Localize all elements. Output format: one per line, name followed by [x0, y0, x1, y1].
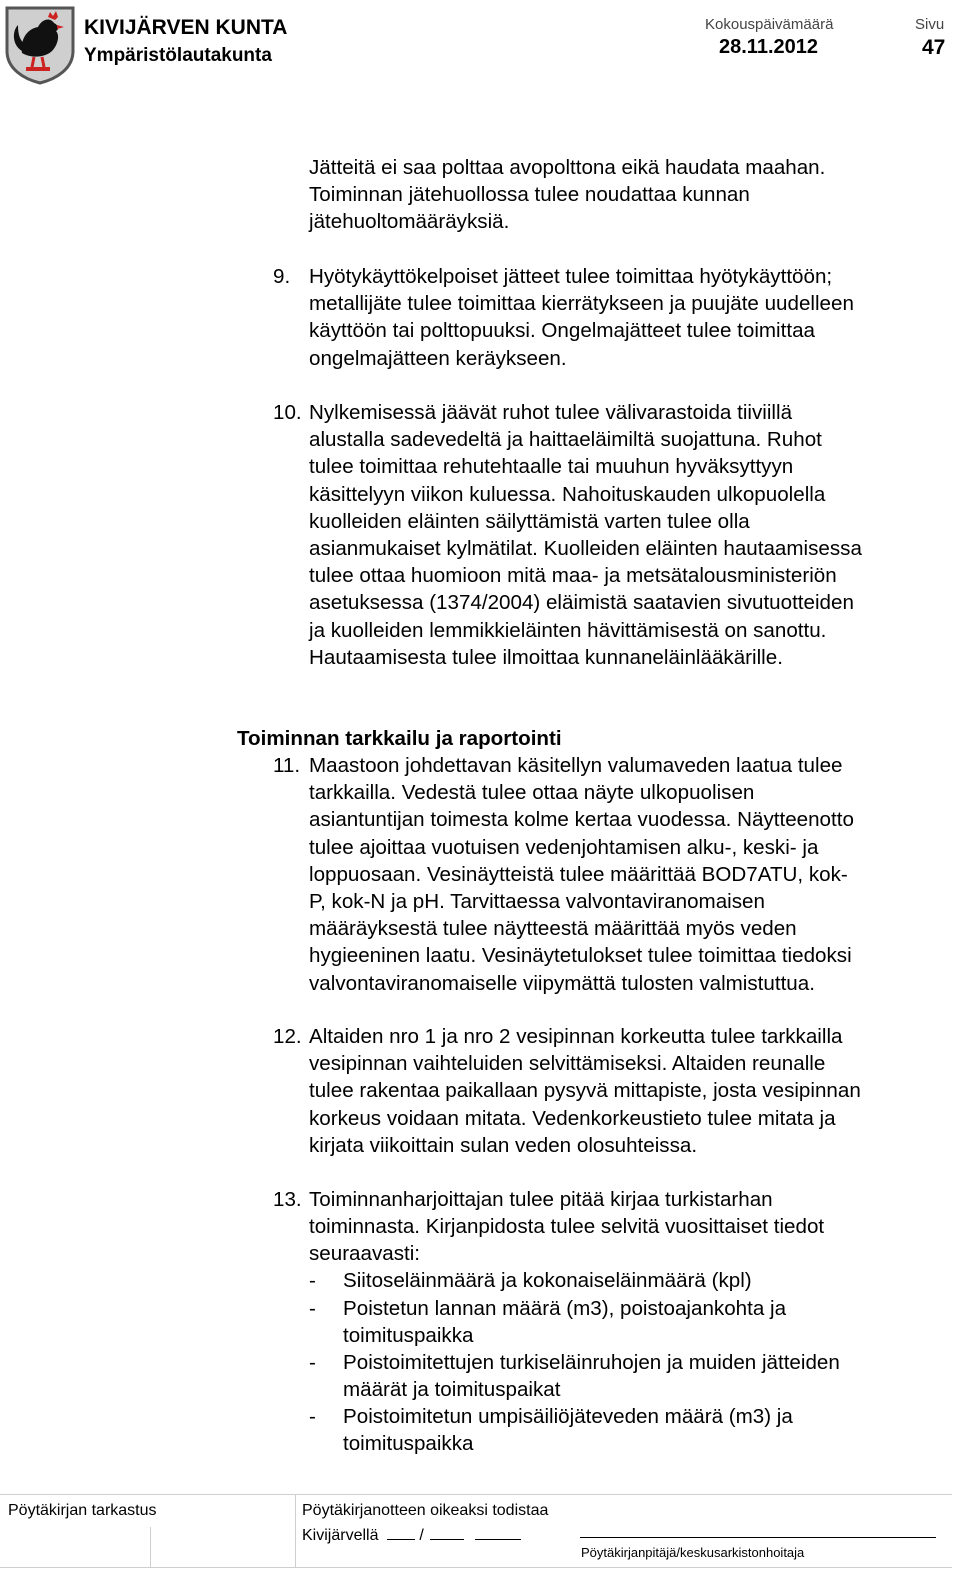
text-line: Maastoon johdettavan käsitellyn valumaveden laatua tulee — [309, 754, 843, 777]
signature-line — [580, 1537, 936, 1538]
text-line: tarkkailla. Vedestä tulee ottaa näyte ulkopuolisen — [309, 781, 755, 805]
item-number-11: 11. — [273, 754, 301, 777]
item-number-10: 10. — [273, 401, 302, 424]
intro-paragraph — [309, 154, 949, 236]
page-label: Sivu — [915, 16, 945, 33]
footer-divider — [295, 1495, 296, 1567]
bullet-dash: - — [309, 1405, 316, 1428]
text-line: tulee rakentaa paikallaan pysyvä mittapiste, josta vesipinnan — [309, 1079, 861, 1103]
text-line: Poistoimitettujen turkiseläinruhojen ja muiden jätteiden — [343, 1351, 840, 1374]
text-line: ongelmajätteen keräykseen. — [309, 346, 567, 370]
text-line: hygieeninen laatu. Vesinäytetulokset tulee toimittaa tiedoksi — [309, 944, 852, 968]
text-line: asiantuntijan toimesta kolme kertaa vuodessa. Näytteenotto — [309, 808, 854, 832]
item-number-12: 12. — [273, 1025, 302, 1048]
text-line: määrät ja toimituspaikat — [343, 1378, 561, 1402]
place-date-line — [302, 1525, 521, 1545]
signer-title: Pöytäkirjanpitäjä/keskusarkistonhoitaja — [581, 1545, 805, 1560]
item-12-text — [309, 1023, 949, 1159]
item-11-text — [309, 752, 949, 997]
text-line: seuraavasti: — [309, 1242, 421, 1266]
footer-divider — [150, 1527, 151, 1567]
text-line: Poistetun lannan määrä (m3), poistoajankohta ja — [343, 1297, 787, 1320]
text-line: kirjata viikoittain sulan veden olosuhteissa. — [309, 1133, 698, 1157]
text-line: kuolleiden eläinten säilyttämistä varten tulee olla — [309, 509, 750, 533]
text-line: P, kok-N ja pH. Tarvittaessa valvontaviranomaisen — [309, 890, 765, 914]
month-blank — [430, 1525, 464, 1540]
text-line: toiminnasta. Kirjanpidosta tulee selvitä vuosittaiset tiedot — [309, 1215, 825, 1239]
text-line: asetuksessa (1374/2004) eläimistä saatavien sivutuotteiden — [309, 591, 854, 615]
item-9-text — [309, 263, 949, 372]
text-line: loppuosaan. Vesinäytteistä tulee määrittää BOD7ATU, kok- — [309, 862, 848, 886]
year-blank — [475, 1525, 521, 1540]
meeting-date-label: Kokouspäivämäärä — [705, 16, 834, 33]
coat-of-arms-rooster-icon — [4, 5, 76, 85]
text-line: Toiminnanharjoittajan tulee pitää kirjaa turkistarhan — [309, 1188, 773, 1211]
text-line: valvontaviranomaiselle viipymättä tulosten valmistuttua. — [309, 971, 815, 995]
text-line: tulee ajoittaa vuotuisen vedenjohtamisen alku-, keski- ja — [309, 835, 819, 859]
bullet-dash: - — [309, 1351, 316, 1374]
text-line: metallijäte tulee toimittaa kierrätykseen ja puujäte uudelleen — [309, 292, 854, 316]
item-10-text — [309, 399, 949, 671]
date-separator: / — [419, 1527, 424, 1544]
text-line: Hyötykäyttökelpoiset jätteet tulee toimittaa hyötykäyttöön; — [309, 265, 833, 288]
item-number-13: 13. — [273, 1188, 302, 1211]
bullet-item — [343, 1267, 943, 1294]
bullet-dash: - — [309, 1269, 316, 1292]
text-line: toimituspaikka — [343, 1324, 474, 1348]
organization-name: KIVIJÄRVEN KUNTA — [84, 16, 288, 39]
page-number: 47 — [922, 36, 946, 59]
bullet-item — [343, 1403, 943, 1457]
bullet-item — [343, 1349, 943, 1403]
text-line: asianmukaiset kylmätilat. Kuolleiden eläinten hautaamisessa — [309, 537, 862, 561]
text-line: määräyksestä tulee näytteestä määrittää myös veden — [309, 917, 797, 941]
text-line: toimituspaikka — [343, 1432, 474, 1456]
bullet-item — [343, 1295, 943, 1349]
signature-footer — [0, 1494, 952, 1568]
section-heading: Toiminnan tarkkailu ja raportointi — [237, 727, 562, 750]
text-line: tulee ottaa huomioon mitä maa- ja metsätalousministeriön — [309, 564, 837, 588]
review-label: Pöytäkirjan tarkastus — [8, 1502, 157, 1519]
text-line: Toiminnan jätehuollossa tulee noudattaa kunnan — [309, 183, 750, 207]
text-line: vesipinnan vaihteluiden selvittämiseksi. Altaiden reunalle — [309, 1052, 826, 1076]
place-name: Kivijärvellä — [302, 1527, 379, 1544]
text-line: Jätteitä ei saa polttaa avopolttona eikä haudata maahan. — [309, 156, 826, 179]
text-line: Nylkemisessä jäävät ruhot tulee välivarastoida tiiviillä — [309, 401, 793, 424]
certify-label: Pöytäkirjanotteen oikeaksi todistaa — [302, 1502, 549, 1519]
committee-name: Ympäristölautakunta — [84, 45, 272, 66]
item-number-9: 9. — [273, 265, 291, 288]
text-line: jätehuoltomääräyksiä. — [309, 210, 510, 234]
text-line: Poistoimitetun umpisäiliöjäteveden määrä (m3) ja — [343, 1405, 793, 1428]
item-13-text — [309, 1186, 949, 1268]
bullet-dash: - — [309, 1297, 316, 1320]
text-line: Siitoseläinmäärä ja kokonaiseläinmäärä (kpl) — [343, 1269, 752, 1292]
text-line: tulee toimittaa rehutehtaalle tai muuhun hyväksyttyyn — [309, 455, 794, 479]
text-line: Altaiden nro 1 ja nro 2 vesipinnan korkeutta tulee tarkkailla — [309, 1025, 843, 1048]
meeting-date: 28.11.2012 — [719, 36, 818, 58]
text-line: alustalla sadevedeltä ja haittaeläimiltä suojattuna. Ruhot — [309, 428, 822, 452]
text-line: käsittelyyn viikon kuluessa. Nahoituskauden ulkopuolella — [309, 482, 826, 506]
day-blank — [387, 1525, 415, 1540]
text-line: Hautaamisesta tulee ilmoittaa kunnaneläinlääkärille. — [309, 645, 783, 669]
text-line: korkeus voidaan mitata. Vedenkorkeustieto tulee mitata ja — [309, 1106, 836, 1130]
text-line: käyttöön tai polttopuuksi. Ongelmajätteet tulee toimittaa — [309, 319, 815, 343]
text-line: ja kuolleiden lemmikkieläinten hävittämisestä on sanottu. — [309, 618, 827, 642]
